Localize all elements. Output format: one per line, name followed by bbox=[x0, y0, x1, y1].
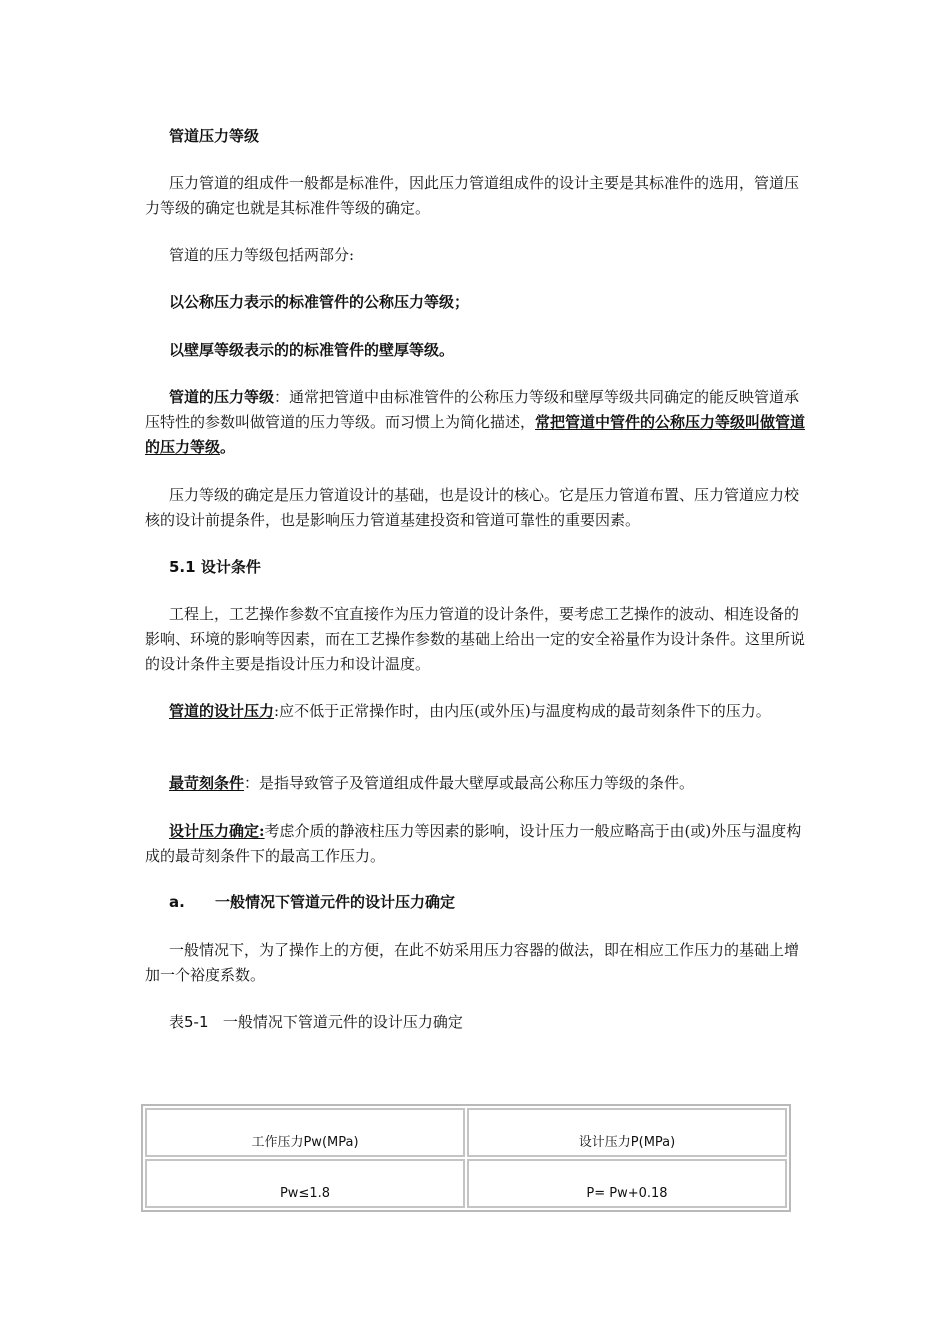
definition-paragraph bbox=[145, 385, 811, 460]
section-heading bbox=[145, 555, 811, 580]
header-working-pressure: 工作压力Pw(MPa) bbox=[145, 1108, 465, 1157]
table-row bbox=[145, 1159, 787, 1208]
table-caption-title: 一般情况下管道元件的设计压力确定 bbox=[222, 1013, 463, 1031]
two-parts-paragraph: 管道的压力等级包括两部分: bbox=[169, 246, 355, 264]
intro-paragraph: 压力管道的组成件一般都是标准件，因此压力管道组成件的设计主要是其标准件的选用，管道压力等级的确定也就是其标准件等级的确定。 bbox=[145, 174, 800, 217]
section-title: 设计条件 bbox=[200, 558, 261, 576]
conditions-paragraph: 工程上，工艺操作参数不宜直接作为压力管道的设计条件，要考虑工艺操作的波动、相连设备的影响、环境的影响等因素，而在工艺操作参数的基础上给出一定的安全裕量作为设计条件。这里所说的设计条件主要是指设计压力和设计温度。 bbox=[145, 605, 806, 673]
section-number: 5.1 bbox=[169, 558, 196, 576]
core-paragraph: 压力等级的确定是压力管道设计的基础，也是设计的核心。它是压力管道布置、压力管道应力校核的设计前提条件，也是影响压力管道基建投资和管道可靠性的重要因素。 bbox=[145, 486, 800, 529]
cell-design-pressure: P= Pw+0.18 bbox=[467, 1159, 787, 1208]
severe-condition-term: 最苛刻条件 bbox=[169, 774, 245, 792]
design-pressure-body: :应不低于正常操作时，由内压(或外压)与温度构成的最苛刻条件下的压力。 bbox=[274, 702, 771, 720]
table-caption-number: 5-1 bbox=[184, 1013, 209, 1031]
determine-body: 考虑介质的静液柱压力等因素的影响，设计压力一般应略高于由(或)外压与温度构成的最苛刻条件下的最高工作压力。 bbox=[145, 822, 802, 865]
cell-working-pressure: Pw≤1.8 bbox=[145, 1159, 465, 1208]
part-two-item: 以壁厚等级表示的的标准管件的壁厚等级。 bbox=[169, 341, 455, 359]
subsection-title: 一般情况下管道元件的设计压力确定 bbox=[215, 893, 456, 911]
definition-term: 管道的压力等级 bbox=[169, 388, 275, 406]
general-paragraph: 一般情况下，为了操作上的方便，在此不妨采用压力容器的做法，即在相应工作压力的基础上增加一个裕度系数。 bbox=[145, 941, 800, 984]
pressure-table bbox=[141, 1104, 791, 1212]
severe-condition-paragraph bbox=[145, 771, 811, 796]
definition-end: 。 bbox=[220, 438, 236, 456]
severe-condition-body: ：是指导致管子及管道组成件最大壁厚或最高公称压力等级的条件。 bbox=[244, 774, 695, 792]
design-pressure-term: 管道的设计压力 bbox=[169, 702, 275, 720]
page-title: 管道压力等级 bbox=[169, 127, 260, 145]
subsection-label: a. bbox=[169, 893, 185, 911]
determine-paragraph bbox=[145, 819, 811, 869]
definition-colon: ： bbox=[274, 388, 290, 406]
design-pressure-paragraph bbox=[145, 699, 811, 724]
definition-emphasis: 常把管道中管件的公称压力等级叫做管道的压力等级 bbox=[145, 413, 806, 456]
table-header-row bbox=[145, 1108, 787, 1157]
part-one-item: 以公称压力表示的标准管件的公称压力等级； bbox=[169, 293, 470, 311]
table-caption-prefix: 表 bbox=[169, 1013, 185, 1031]
table-caption bbox=[169, 1010, 463, 1035]
subsection-heading bbox=[169, 890, 455, 915]
determine-term: 设计压力确定: bbox=[169, 822, 265, 840]
definition-body: 通常把管道中由标准管件的公称压力等级和壁厚等级共同确定的能反映管道承压特性的参数叫做管道的压力等级。而习惯上为简化描述， bbox=[145, 388, 800, 431]
header-design-pressure: 设计压力P(MPa) bbox=[467, 1108, 787, 1157]
